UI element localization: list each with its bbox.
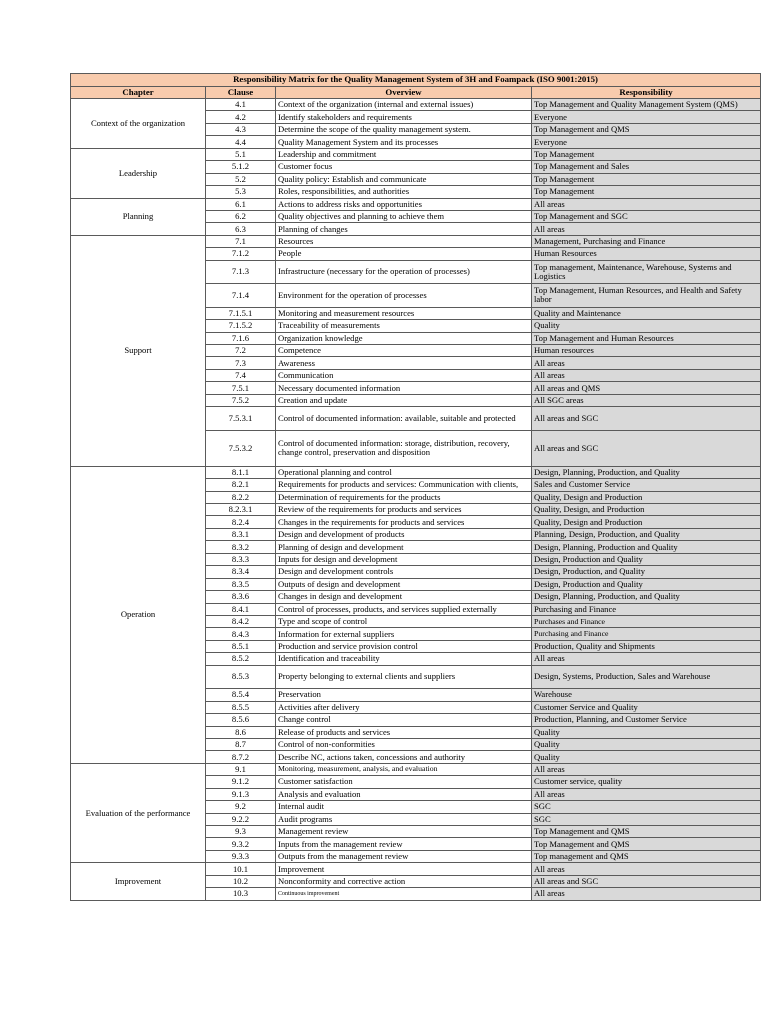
table-row xyxy=(71,235,761,247)
chapter-cell: Leadership xyxy=(71,148,206,198)
responsibility-cell: Design, Production, and Quality xyxy=(532,566,761,578)
overview-cell: Design and development of products xyxy=(276,528,532,540)
responsibility-cell: Top Management xyxy=(532,186,761,198)
responsibility-cell: Purchasing and Finance xyxy=(532,628,761,640)
clause-cell: 8.4.3 xyxy=(206,628,276,640)
overview-cell: Requirements for products and services: Communication with clients, xyxy=(276,479,532,491)
overview-cell: Improvement xyxy=(276,863,532,875)
clause-cell: 7.3 xyxy=(206,357,276,369)
responsibility-cell: Top Management and Sales xyxy=(532,161,761,173)
clause-cell: 8.2.1 xyxy=(206,479,276,491)
clause-cell: 8.5.4 xyxy=(206,689,276,701)
clause-cell: 8.3.5 xyxy=(206,578,276,590)
clause-cell: 5.1 xyxy=(206,148,276,160)
overview-cell: Quality policy: Establish and communicate xyxy=(276,173,532,185)
clause-cell: 9.1.2 xyxy=(206,776,276,788)
responsibility-cell: Quality, Design and Production xyxy=(532,516,761,528)
responsibility-cell: Customer Service and Quality xyxy=(532,701,761,713)
overview-cell: Design and development controls xyxy=(276,566,532,578)
overview-cell: Describe NC, actions taken, concessions and authority xyxy=(276,751,532,763)
responsibility-cell: All areas xyxy=(532,888,761,900)
overview-cell: Determine the scope of the quality management system. xyxy=(276,123,532,135)
overview-cell: Leadership and commitment xyxy=(276,148,532,160)
clause-cell: 7.5.3.2 xyxy=(206,430,276,466)
responsibility-cell: Production, Planning, and Customer Service xyxy=(532,714,761,726)
clause-cell: 8.3.1 xyxy=(206,528,276,540)
column-header-responsibility: Responsibility xyxy=(532,87,761,99)
clause-cell: 8.3.6 xyxy=(206,591,276,603)
overview-cell: Quality Management System and its processes xyxy=(276,136,532,148)
clause-cell: 7.1.4 xyxy=(206,284,276,308)
clause-cell: 7.1.3 xyxy=(206,260,276,284)
clause-cell: 7.1.5.2 xyxy=(206,320,276,332)
responsibility-cell: All areas xyxy=(532,357,761,369)
chapter-cell: Evaluation of the performance xyxy=(71,763,206,863)
overview-cell: Awareness xyxy=(276,357,532,369)
overview-cell: Control of non-conformities xyxy=(276,738,532,750)
overview-cell: Release of products and services xyxy=(276,726,532,738)
responsibility-cell: Top management and QMS xyxy=(532,850,761,862)
overview-cell: Change control xyxy=(276,714,532,726)
overview-cell: Traceability of measurements xyxy=(276,320,532,332)
clause-cell: 8.6 xyxy=(206,726,276,738)
responsibility-cell: Design, Production and Quality xyxy=(532,553,761,565)
clause-cell: 8.2.2 xyxy=(206,491,276,503)
overview-cell: Operational planning and control xyxy=(276,466,532,478)
responsibility-cell: All areas and QMS xyxy=(532,382,761,394)
clause-cell: 8.2.4 xyxy=(206,516,276,528)
responsibility-cell: Customer service, quality xyxy=(532,776,761,788)
overview-cell: Planning of changes xyxy=(276,223,532,235)
responsibility-cell: All areas xyxy=(532,788,761,800)
clause-cell: 5.3 xyxy=(206,186,276,198)
responsibility-cell: Sales and Customer Service xyxy=(532,479,761,491)
overview-cell: Creation and update xyxy=(276,394,532,406)
responsibility-cell: Purchases and Finance xyxy=(532,615,761,627)
clause-cell: 8.3.3 xyxy=(206,553,276,565)
clause-cell: 7.5.3.1 xyxy=(206,407,276,431)
overview-cell: Control of processes, products, and services supplied externally xyxy=(276,603,532,615)
clause-cell: 8.5.1 xyxy=(206,640,276,652)
clause-cell: 8.5.6 xyxy=(206,714,276,726)
responsibility-cell: Production, Quality and Shipments xyxy=(532,640,761,652)
chapter-cell: Planning xyxy=(71,198,206,235)
responsibility-cell: All areas and SGC xyxy=(532,875,761,887)
overview-cell: Determination of requirements for the products xyxy=(276,491,532,503)
overview-cell: Information for external suppliers xyxy=(276,628,532,640)
responsibility-cell: All areas and SGC xyxy=(532,407,761,431)
overview-cell: Changes in the requirements for products and services xyxy=(276,516,532,528)
table-row xyxy=(71,466,761,478)
clause-cell: 8.5.2 xyxy=(206,653,276,665)
table-row xyxy=(71,863,761,875)
clause-cell: 8.5.3 xyxy=(206,665,276,689)
responsibility-cell: Design, Production and Quality xyxy=(532,578,761,590)
responsibility-cell: Design, Systems, Production, Sales and Warehouse xyxy=(532,665,761,689)
overview-cell: Roles, responsibilities, and authorities xyxy=(276,186,532,198)
responsibility-cell: Top Management and QMS xyxy=(532,838,761,850)
responsibility-cell: Top Management, Human Resources, and Health and Safety labor xyxy=(532,284,761,308)
clause-cell: 9.3.2 xyxy=(206,838,276,850)
responsibility-cell: Human Resources xyxy=(532,248,761,260)
chapter-cell: Operation xyxy=(71,466,206,763)
overview-cell: Audit programs xyxy=(276,813,532,825)
responsibility-matrix-table xyxy=(70,73,761,901)
responsibility-cell: Quality xyxy=(532,751,761,763)
responsibility-cell: Top Management and QMS xyxy=(532,123,761,135)
clause-cell: 9.1.3 xyxy=(206,788,276,800)
overview-cell: Property belonging to external clients and suppliers xyxy=(276,665,532,689)
responsibility-cell: Design, Planning, Production and Quality xyxy=(532,541,761,553)
responsibility-cell: All areas xyxy=(532,223,761,235)
overview-cell: Monitoring and measurement resources xyxy=(276,307,532,319)
matrix-body xyxy=(71,99,761,901)
overview-cell: Customer satisfaction xyxy=(276,776,532,788)
responsibility-cell: Design, Planning, Production, and Quality xyxy=(532,466,761,478)
clause-cell: 7.2 xyxy=(206,345,276,357)
responsibility-cell: Quality and Maintenance xyxy=(532,307,761,319)
overview-cell: Monitoring, measurement, analysis, and evaluation xyxy=(276,763,532,775)
overview-cell: Competence xyxy=(276,345,532,357)
clause-cell: 8.2.3.1 xyxy=(206,504,276,516)
table-title: Responsibility Matrix for the Quality Management System of 3H and Foampack (ISO 9001:2015) xyxy=(71,74,761,87)
chapter-cell: Context of the organization xyxy=(71,99,206,149)
responsibility-cell: Design, Planning, Production, and Quality xyxy=(532,591,761,603)
responsibility-cell: Purchasing and Finance xyxy=(532,603,761,615)
responsibility-cell: All areas xyxy=(532,198,761,210)
clause-cell: 8.4.1 xyxy=(206,603,276,615)
chapter-cell: Support xyxy=(71,235,206,466)
clause-cell: 8.3.4 xyxy=(206,566,276,578)
responsibility-cell: Everyone xyxy=(532,111,761,123)
clause-cell: 6.2 xyxy=(206,210,276,222)
table-row xyxy=(71,99,761,111)
overview-cell: Outputs from the management review xyxy=(276,850,532,862)
responsibility-cell: SGC xyxy=(532,801,761,813)
overview-cell: Changes in design and development xyxy=(276,591,532,603)
clause-cell: 7.1.6 xyxy=(206,332,276,344)
responsibility-cell: Top Management and QMS xyxy=(532,826,761,838)
overview-cell: Type and scope of control xyxy=(276,615,532,627)
table-row xyxy=(71,198,761,210)
clause-cell: 8.1.1 xyxy=(206,466,276,478)
clause-cell: 10.3 xyxy=(206,888,276,900)
clause-cell: 9.3 xyxy=(206,826,276,838)
clause-cell: 4.1 xyxy=(206,99,276,111)
clause-cell: 7.1.2 xyxy=(206,248,276,260)
column-header-overview: Overview xyxy=(276,87,532,99)
overview-cell: Necessary documented information xyxy=(276,382,532,394)
responsibility-cell: Warehouse xyxy=(532,689,761,701)
overview-cell: Inputs from the management review xyxy=(276,838,532,850)
clause-cell: 7.4 xyxy=(206,369,276,381)
responsibility-cell: Management, Purchasing and Finance xyxy=(532,235,761,247)
overview-cell: Review of the requirements for products and services xyxy=(276,504,532,516)
responsibility-cell: All areas xyxy=(532,763,761,775)
overview-cell: Communication xyxy=(276,369,532,381)
overview-cell: Preservation xyxy=(276,689,532,701)
clause-cell: 6.3 xyxy=(206,223,276,235)
responsibility-cell: Top Management and SGC xyxy=(532,210,761,222)
table-row xyxy=(71,148,761,160)
clause-cell: 8.5.5 xyxy=(206,701,276,713)
responsibility-cell: Quality xyxy=(532,320,761,332)
clause-cell: 4.2 xyxy=(206,111,276,123)
overview-cell: Activities after delivery xyxy=(276,701,532,713)
column-header-clause: Clause xyxy=(206,87,276,99)
clause-cell: 8.4.2 xyxy=(206,615,276,627)
clause-cell: 10.2 xyxy=(206,875,276,887)
responsibility-cell: Quality xyxy=(532,726,761,738)
responsibility-cell: Human resources xyxy=(532,345,761,357)
responsibility-cell: Planning, Design, Production, and Quality xyxy=(532,528,761,540)
clause-cell: 5.2 xyxy=(206,173,276,185)
responsibility-cell: All areas xyxy=(532,863,761,875)
overview-cell: Actions to address risks and opportunities xyxy=(276,198,532,210)
overview-cell: Quality objectives and planning to achieve them xyxy=(276,210,532,222)
clause-cell: 7.5.2 xyxy=(206,394,276,406)
responsibility-cell: Top management, Maintenance, Warehouse, Systems and Logistics xyxy=(532,260,761,284)
clause-cell: 6.1 xyxy=(206,198,276,210)
clause-cell: 8.3.2 xyxy=(206,541,276,553)
table-row xyxy=(71,763,761,775)
responsibility-cell: Top Management and Human Resources xyxy=(532,332,761,344)
chapter-cell: Improvement xyxy=(71,863,206,900)
responsibility-cell: SGC xyxy=(532,813,761,825)
responsibility-cell: Quality, Design, and Production xyxy=(532,504,761,516)
clause-cell: 7.1 xyxy=(206,235,276,247)
overview-cell: Resources xyxy=(276,235,532,247)
responsibility-cell: Quality, Design and Production xyxy=(532,491,761,503)
overview-cell: Infrastructure (necessary for the operation of processes) xyxy=(276,260,532,284)
clause-cell: 5.1.2 xyxy=(206,161,276,173)
clause-cell: 8.7 xyxy=(206,738,276,750)
overview-cell: Control of documented information: storage, distribution, recovery, change control, preservation and disposition xyxy=(276,430,532,466)
responsibility-cell: Top Management xyxy=(532,173,761,185)
clause-cell: 10.1 xyxy=(206,863,276,875)
overview-cell: Planning of design and development xyxy=(276,541,532,553)
clause-cell: 7.1.5.1 xyxy=(206,307,276,319)
clause-cell: 9.3.3 xyxy=(206,850,276,862)
responsibility-cell: All areas xyxy=(532,653,761,665)
overview-cell: Analysis and evaluation xyxy=(276,788,532,800)
column-header-chapter: Chapter xyxy=(71,87,206,99)
overview-cell: People xyxy=(276,248,532,260)
clause-cell: 9.2.2 xyxy=(206,813,276,825)
responsibility-cell: Top Management and Quality Management System (QMS) xyxy=(532,99,761,111)
overview-cell: Identification and traceability xyxy=(276,653,532,665)
clause-cell: 9.2 xyxy=(206,801,276,813)
overview-cell: Organization knowledge xyxy=(276,332,532,344)
clause-cell: 8.7.2 xyxy=(206,751,276,763)
clause-cell: 9.1 xyxy=(206,763,276,775)
overview-cell: Internal audit xyxy=(276,801,532,813)
clause-cell: 4.4 xyxy=(206,136,276,148)
overview-cell: Identify stakeholders and requirements xyxy=(276,111,532,123)
clause-cell: 4.3 xyxy=(206,123,276,135)
overview-cell: Environment for the operation of processes xyxy=(276,284,532,308)
overview-cell: Continuous improvement xyxy=(276,888,532,900)
overview-cell: Management review xyxy=(276,826,532,838)
overview-cell: Outputs of design and development xyxy=(276,578,532,590)
responsibility-cell: All areas xyxy=(532,369,761,381)
responsibility-cell: All SGC areas xyxy=(532,394,761,406)
overview-cell: Control of documented information: available, suitable and protected xyxy=(276,407,532,431)
overview-cell: Context of the organization (internal and external issues) xyxy=(276,99,532,111)
clause-cell: 7.5.1 xyxy=(206,382,276,394)
overview-cell: Nonconformity and corrective action xyxy=(276,875,532,887)
responsibility-cell: Everyone xyxy=(532,136,761,148)
responsibility-cell: Top Management xyxy=(532,148,761,160)
responsibility-cell: All areas and SGC xyxy=(532,430,761,466)
responsibility-cell: Quality xyxy=(532,738,761,750)
overview-cell: Production and service provision control xyxy=(276,640,532,652)
overview-cell: Customer focus xyxy=(276,161,532,173)
overview-cell: Inputs for design and development xyxy=(276,553,532,565)
